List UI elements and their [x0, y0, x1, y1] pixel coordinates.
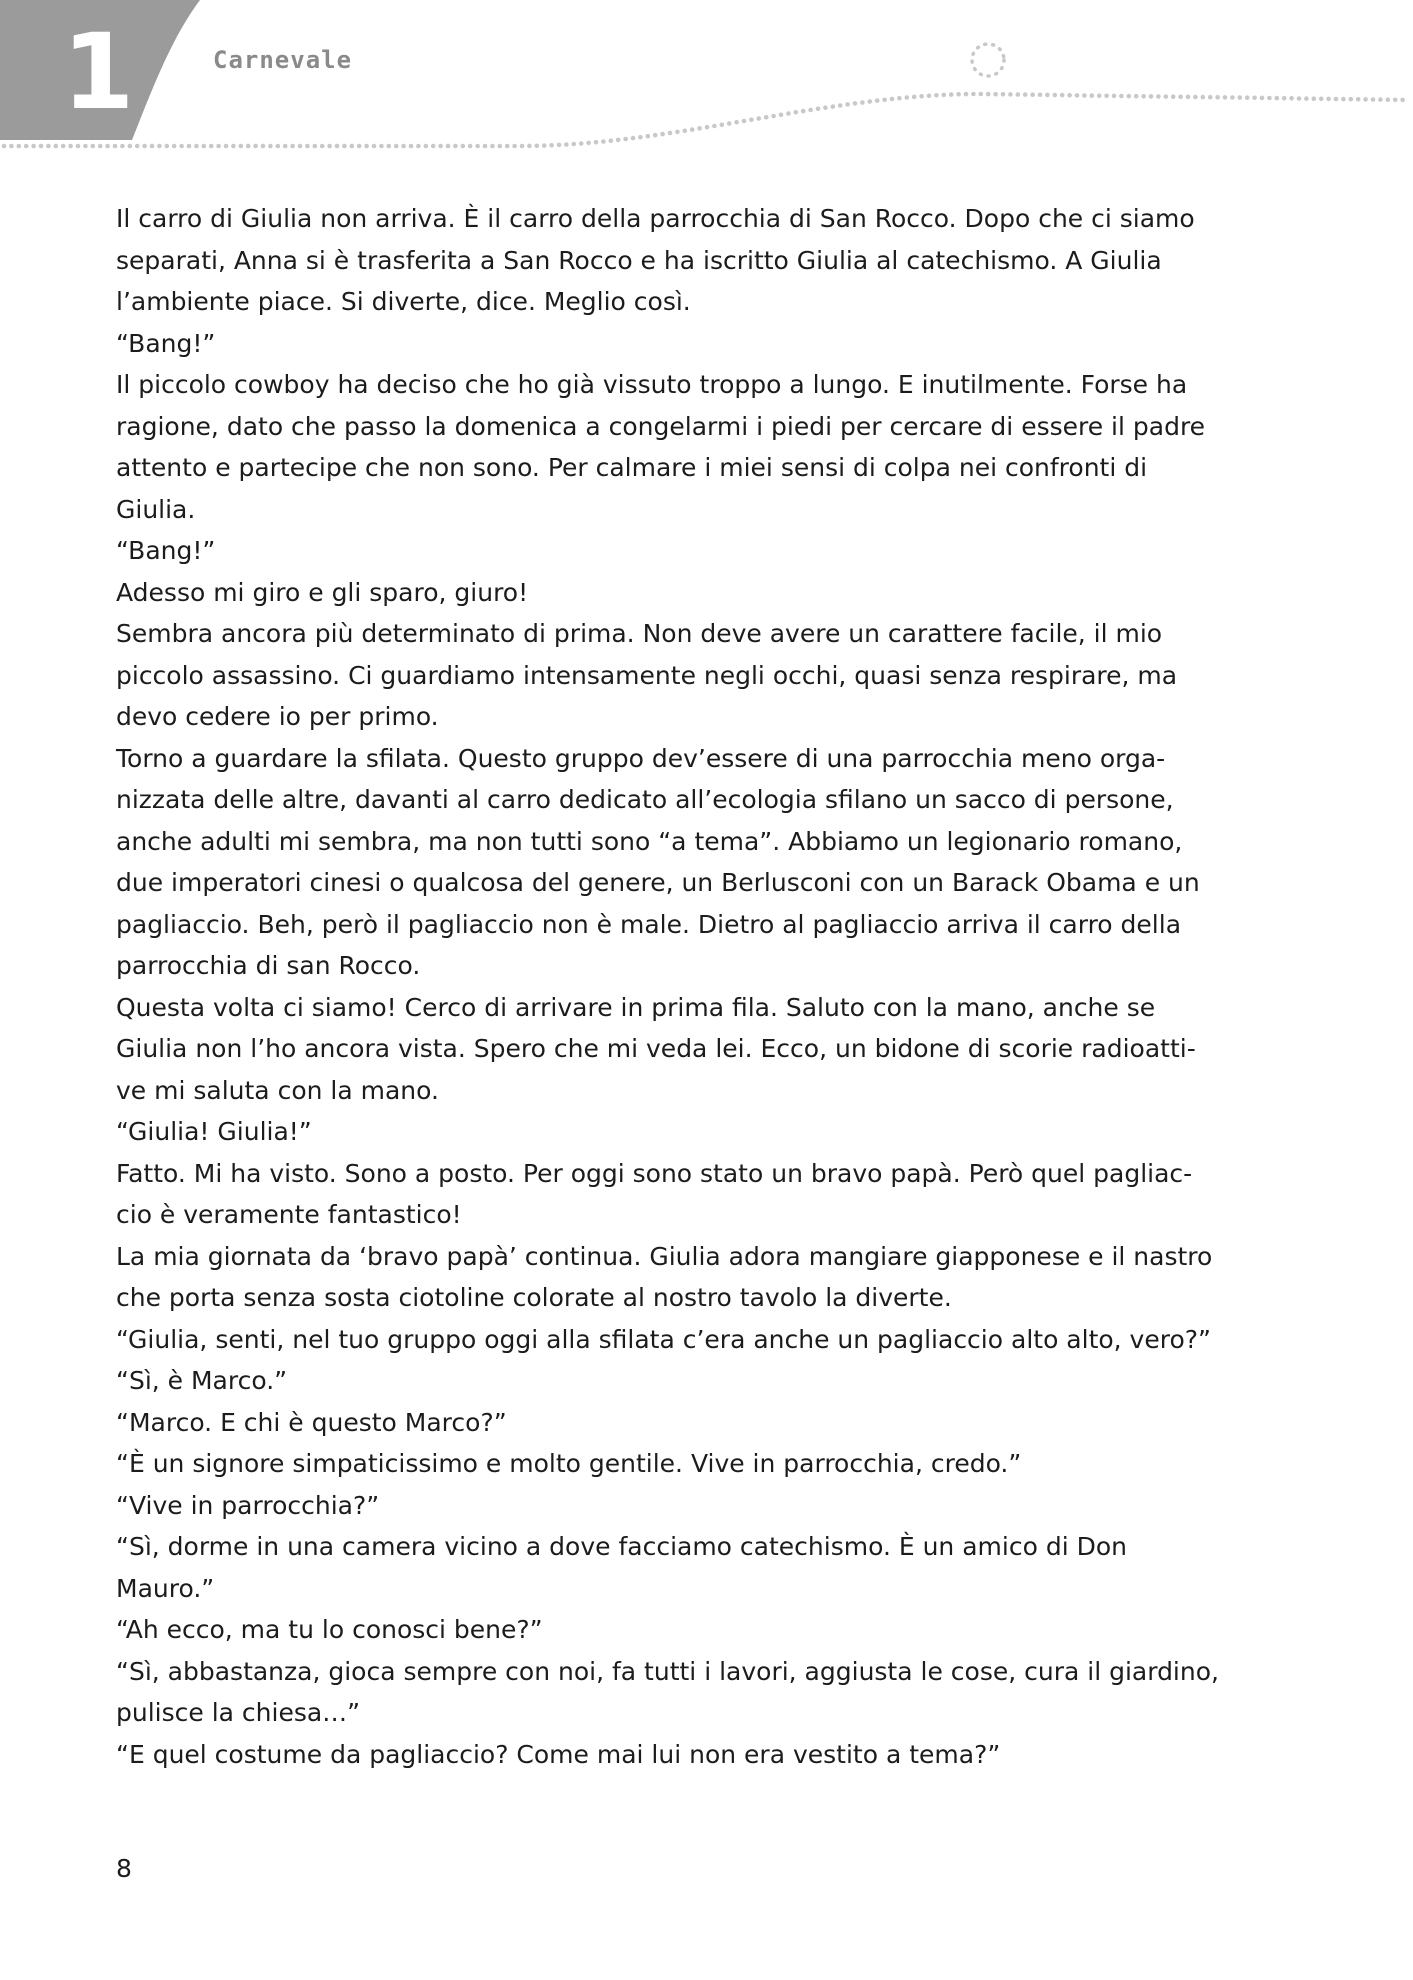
- rule-dot: [1016, 92, 1021, 97]
- rule-dot: [46, 144, 51, 149]
- rule-dot: [364, 144, 369, 149]
- rule-dot: [727, 121, 732, 126]
- rule-dot: [1349, 97, 1354, 102]
- rule-dot: [1312, 96, 1317, 101]
- rule-dot: [335, 144, 340, 149]
- rule-dot: [468, 144, 473, 149]
- text-line: Giulia.: [116, 494, 196, 524]
- rule-dot: [1334, 97, 1339, 102]
- text-line: “Sì, è Marco.”: [116, 1366, 288, 1395]
- text-line: Adesso mi giro e gli sparo, giuro!: [116, 577, 529, 607]
- rule-dot: [128, 144, 133, 149]
- rule-dot: [261, 144, 266, 149]
- rule-dot: [239, 144, 244, 149]
- rule-dot: [431, 144, 436, 149]
- rule-dot: [24, 144, 29, 149]
- rule-dot: [9, 144, 14, 149]
- rule-dot: [1023, 92, 1028, 97]
- text-line: Torno a guardare la sfilata. Questo gruppo dev’essere di una parrocchia meno orga-: [116, 743, 1166, 773]
- rule-dot: [379, 144, 384, 149]
- rule-dot: [808, 108, 813, 113]
- rule-dot: [1215, 95, 1220, 100]
- text-line: “E quel costume da pagliaccio? Come mai lui non era vestito a tema?”: [116, 1739, 1001, 1769]
- text-line: Fatto. Mi ha visto. Sono a posto. Per oggi sono stato un bravo papà. Però quel pagliac-: [116, 1158, 1193, 1188]
- rule-dot: [276, 144, 281, 149]
- rule-dot: [638, 135, 643, 140]
- rule-dot: [675, 130, 680, 135]
- text-line: che porta senza sosta ciotoline colorate al nostro tavolo la diverte.: [116, 1283, 952, 1312]
- rule-dot: [1223, 95, 1228, 100]
- rule-dot: [868, 99, 873, 104]
- rule-dot: [1326, 97, 1331, 102]
- rule-dot: [1127, 94, 1132, 99]
- rule-dot: [76, 144, 81, 149]
- rule-dot: [831, 104, 836, 109]
- text-line: pagliaccio. Beh, però il pagliaccio non è male. Dietro al pagliaccio arriva il carro della: [116, 909, 1182, 939]
- text-line: due imperatori cinesi o qualcosa del genere, un Berlusconi con un Barack Obama e un: [116, 868, 1200, 897]
- rule-dot: [794, 110, 799, 115]
- rule-dot: [1156, 94, 1161, 99]
- rule-dot: [268, 144, 273, 149]
- rule-dot: [1245, 95, 1250, 100]
- rule-dot: [305, 144, 310, 149]
- rule-dot: [1363, 97, 1368, 102]
- rule-dot: [749, 118, 754, 123]
- rule-dot: [734, 120, 739, 125]
- rule-dot: [1030, 92, 1035, 97]
- rule-dot: [394, 144, 399, 149]
- rule-dot: [934, 93, 939, 98]
- rule-dot: [720, 123, 725, 128]
- rule-dot: [609, 138, 614, 143]
- text-line: “Marco. E chi è questo Marco?”: [116, 1407, 507, 1437]
- rule-dot: [483, 144, 488, 149]
- rule-dot: [1141, 94, 1146, 99]
- rule-dot: [157, 144, 162, 149]
- text-line: “Sì, dorme in una camera vicino a dove facciamo catechismo. È un amico di Don: [116, 1532, 1127, 1561]
- rule-dot: [475, 144, 480, 149]
- text-line: attento e partecipe che non sono. Per calmare i miei sensi di colpa nei confronti di: [116, 453, 1148, 482]
- rule-dot: [890, 97, 895, 102]
- rule-dot: [120, 144, 125, 149]
- text-line: “Giulia! Giulia!”: [116, 1117, 312, 1146]
- rule-dot: [1282, 96, 1287, 101]
- rule-dot: [1319, 97, 1324, 102]
- text-line: “Bang!”: [116, 536, 216, 565]
- rule-dot: [424, 144, 429, 149]
- text-line: La mia giornata da ‘bravo papà’ continua. Giulia adora mangiare giapponese e il nastro: [116, 1241, 1213, 1271]
- rule-dot: [668, 131, 673, 136]
- rule-dot: [690, 127, 695, 132]
- text-line: “Vive in parrocchia?”: [116, 1490, 380, 1520]
- rule-dot: [1112, 94, 1117, 99]
- text-line: parrocchia di san Rocco.: [116, 951, 421, 980]
- rule-dot: [91, 144, 96, 149]
- rule-dot: [860, 100, 865, 105]
- rule-dot: [564, 142, 569, 147]
- rule-dot: [845, 102, 850, 107]
- rule-dot: [616, 138, 621, 143]
- rule-dot: [572, 142, 577, 147]
- rule-dot: [660, 132, 665, 137]
- rule-dot: [875, 98, 880, 103]
- rule-dot: [17, 144, 22, 149]
- rule-dot: [350, 144, 355, 149]
- rule-dot: [1400, 98, 1405, 103]
- rule-dot: [39, 144, 44, 149]
- rule-dot: [224, 144, 229, 149]
- rule-dot: [105, 144, 110, 149]
- rule-dot: [461, 144, 466, 149]
- rule-dot: [498, 144, 503, 149]
- rule-dot: [919, 94, 924, 99]
- rule-dot: [1289, 96, 1294, 101]
- rule-dot: [1238, 95, 1243, 100]
- rule-dot: [1378, 97, 1383, 102]
- rule-dot: [956, 92, 961, 97]
- rule-dot: [594, 140, 599, 145]
- rule-dot: [993, 92, 998, 97]
- text-line: “Bang!”: [116, 328, 216, 358]
- text-line: ve mi saluta con la mano.: [116, 1075, 439, 1105]
- rule-dot: [905, 95, 910, 100]
- rule-dot: [979, 92, 984, 97]
- page-number: 8: [116, 1854, 132, 1883]
- rule-dot: [83, 144, 88, 149]
- rule-dot: [372, 144, 377, 149]
- rule-dot: [1097, 93, 1102, 98]
- rule-dot: [253, 144, 258, 149]
- rule-dot: [1053, 93, 1058, 98]
- rule-dot: [1193, 95, 1198, 100]
- text-line: pulisce la chiesa…”: [116, 1698, 361, 1727]
- rule-dot: [623, 137, 628, 142]
- rule-dot: [712, 124, 717, 129]
- rule-dot: [194, 144, 199, 149]
- rule-dot: [912, 95, 917, 100]
- rule-dot: [653, 133, 658, 138]
- rule-dot: [1230, 95, 1235, 100]
- rule-dot: [816, 107, 821, 112]
- rule-dot: [838, 103, 843, 108]
- rule-dot: [535, 144, 540, 149]
- rule-dot: [1149, 94, 1154, 99]
- rule-dot: [61, 144, 66, 149]
- rule-dot: [1260, 96, 1265, 101]
- text-line: Il piccolo cowboy ha deciso che ho già vissuto troppo a lungo. E inutilmente. Forse ha: [116, 370, 1188, 399]
- rule-dot: [631, 136, 636, 141]
- rule-dot: [2, 144, 7, 149]
- rule-dot: [586, 141, 591, 146]
- rule-dot: [135, 144, 140, 149]
- rule-dot: [490, 144, 495, 149]
- rule-dot: [542, 143, 547, 148]
- rule-dot: [1267, 96, 1272, 101]
- rule-dot: [401, 144, 406, 149]
- rule-dot: [986, 92, 991, 97]
- rule-dot: [1201, 95, 1206, 100]
- rule-dot: [527, 144, 532, 149]
- rule-dot: [320, 144, 325, 149]
- rule-dot: [512, 144, 517, 149]
- rule-dot: [179, 144, 184, 149]
- rule-dot: [801, 109, 806, 114]
- rule-dot: [1045, 93, 1050, 98]
- rule-dot: [1001, 92, 1006, 97]
- rule-dot: [98, 144, 103, 149]
- rule-dot: [31, 144, 36, 149]
- text-line: piccolo assassino. Ci guardiamo intensamente negli occhi, quasi senza respirare, ma: [116, 660, 1178, 690]
- rule-dot: [342, 144, 347, 149]
- rule-dot: [1371, 97, 1376, 102]
- text-line: anche adulti mi sembra, ma non tutti sono “a tema”. Abbiamo un legionario romano,: [116, 826, 1183, 856]
- rule-dot: [409, 144, 414, 149]
- rule-dot: [1060, 93, 1065, 98]
- rule-dot: [1038, 93, 1043, 98]
- rule-dot: [142, 144, 147, 149]
- text-line: “Sì, abbastanza, gioca sempre con noi, fa tutti i lavori, aggiusta le cose, cura il giardino,: [116, 1656, 1219, 1686]
- dotted-line: [2, 92, 1405, 149]
- rule-dot: [1356, 97, 1361, 102]
- rule-dot: [290, 144, 295, 149]
- rule-dot: [764, 115, 769, 120]
- rule-dot: [786, 111, 791, 116]
- rule-dot: [549, 143, 554, 148]
- rule-dot: [1186, 95, 1191, 100]
- rule-dot: [1082, 93, 1087, 98]
- chapter-title: Carnevale: [213, 46, 353, 74]
- rule-dot: [1134, 94, 1139, 99]
- text-line: devo cedere io per primo.: [116, 702, 439, 731]
- rule-dot: [416, 144, 421, 149]
- rule-dot: [601, 139, 606, 144]
- rule-dot: [150, 144, 155, 149]
- rule-dot: [357, 144, 362, 149]
- rule-dot: [683, 129, 688, 134]
- text-line: “Giulia, senti, nel tuo gruppo oggi alla sfilata c’era anche un pagliaccio alto alto, vero?”: [116, 1324, 1211, 1354]
- text-line: l’ambiente piace. Si diverte, dice. Meglio così.: [116, 287, 691, 316]
- rule-dot: [165, 144, 170, 149]
- rule-dot: [283, 144, 288, 149]
- rule-dot: [1275, 96, 1280, 101]
- rule-dot: [505, 144, 510, 149]
- rule-dot: [897, 96, 902, 101]
- rule-dot: [313, 144, 318, 149]
- rule-dot: [697, 126, 702, 131]
- rule-dot: [771, 114, 776, 119]
- rule-dot: [742, 119, 747, 124]
- rule-dot: [1164, 94, 1169, 99]
- text-line: Questa volta ci siamo! Cerco di arrivare in prima fila. Saluto con la mano, anche se: [116, 992, 1156, 1022]
- text-line: “Ah ecco, ma tu lo conosci bene?”: [116, 1615, 543, 1644]
- rule-dot: [231, 144, 236, 149]
- rule-dot: [1008, 92, 1013, 97]
- text-line: separati, Anna si è trasferita a San Rocco e ha iscritto Giulia al catechismo. A Giulia: [116, 245, 1162, 275]
- rule-dot: [446, 144, 451, 149]
- rule-dot: [1386, 97, 1391, 102]
- rule-dot: [209, 144, 214, 149]
- rule-dot: [1104, 94, 1109, 99]
- rule-dot: [757, 116, 762, 121]
- rule-dot: [971, 92, 976, 97]
- rule-dot: [1178, 95, 1183, 100]
- rule-dot: [246, 144, 251, 149]
- rule-dot: [387, 144, 392, 149]
- rule-dot: [964, 92, 969, 97]
- rule-dot: [1171, 94, 1176, 99]
- rule-dot: [202, 144, 207, 149]
- text-line: Giulia non l’ho ancora vista. Spero che mi veda lei. Ecco, un bidone di scorie radioatti-: [116, 1034, 1196, 1063]
- rule-dot: [1067, 93, 1072, 98]
- rule-dot: [779, 113, 784, 118]
- rule-dot: [1341, 97, 1346, 102]
- rule-dot: [705, 125, 710, 130]
- rule-dot: [1090, 93, 1095, 98]
- rule-dot: [646, 134, 651, 139]
- rule-dot: [949, 92, 954, 97]
- rule-dot: [853, 101, 858, 106]
- rule-dot: [1075, 93, 1080, 98]
- rule-dot: [68, 144, 73, 149]
- rule-dot: [1297, 96, 1302, 101]
- text-line: cio è veramente fantastico!: [116, 1200, 462, 1229]
- rule-dot: [557, 143, 562, 148]
- rule-dot: [216, 144, 221, 149]
- rule-dot: [327, 144, 332, 149]
- rule-dot: [113, 144, 118, 149]
- text-line: Sembra ancora più determinato di prima. Non deve avere un carattere facile, il mio: [116, 619, 1163, 648]
- rule-dot: [453, 144, 458, 149]
- rule-dot: [1304, 96, 1309, 101]
- body-text: [116, 198, 1236, 1775]
- chapter-number: 1: [62, 11, 135, 133]
- rule-dot: [927, 94, 932, 99]
- rule-dot: [187, 144, 192, 149]
- text-line: ragione, dato che passo la domenica a congelarmi i piedi per cercare di essere il padre: [116, 411, 1206, 441]
- header-dotted-rule: [0, 40, 1413, 160]
- rule-dot: [520, 144, 525, 149]
- rule-dot: [172, 144, 177, 149]
- rule-dot: [823, 105, 828, 110]
- rule-dot: [942, 93, 947, 98]
- rule-dot: [882, 98, 887, 103]
- rule-dot: [438, 144, 443, 149]
- text-line: “È un signore simpaticissimo e molto gentile. Vive in parrocchia, credo.”: [116, 1449, 1022, 1478]
- text-line: Mauro.”: [116, 1573, 215, 1603]
- dotted-swirl-ornament: [972, 44, 1004, 76]
- rule-dot: [298, 144, 303, 149]
- text-line: Il carro di Giulia non arriva. È il carro della parrocchia di San Rocco. Dopo che ci siamo: [116, 204, 1195, 233]
- rule-dot: [1208, 95, 1213, 100]
- text-line: nizzata delle altre, davanti al carro dedicato all’ecologia sfilano un sacco di persone,: [116, 785, 1174, 814]
- rule-dot: [579, 141, 584, 146]
- rule-dot: [1393, 98, 1398, 103]
- rule-dot: [1252, 96, 1257, 101]
- rule-dot: [54, 144, 59, 149]
- rule-dot: [1119, 94, 1124, 99]
